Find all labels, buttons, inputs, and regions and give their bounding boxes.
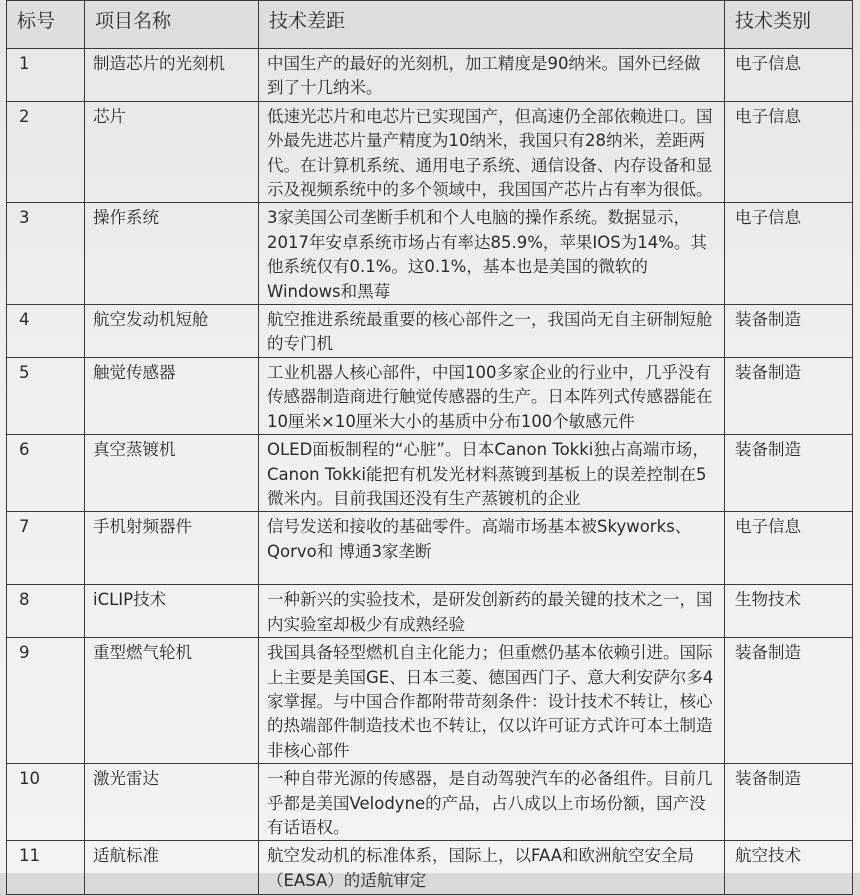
row-tech-category: 电子信息 (725, 101, 853, 203)
row-project-name: 适航标准 (85, 841, 259, 895)
table-row (7, 203, 853, 305)
row-tech-gap: 信号发送和接收的基础零件。高端市场基本被Skyworks、Qorvo和 博通3家垄断 (259, 512, 725, 585)
row-project-name: 触觉传感器 (85, 357, 259, 434)
row-tech-category: 生物技术 (725, 585, 853, 638)
row-number: 10 (7, 764, 85, 841)
header-tech-category: 技术类别 (725, 1, 853, 49)
table-row (7, 435, 853, 512)
row-project-name: 操作系统 (85, 203, 259, 305)
row-number: 3 (7, 203, 85, 305)
row-project-name: 芯片 (85, 101, 259, 203)
table-row (7, 638, 853, 764)
table-row (7, 585, 853, 638)
row-number: 9 (7, 638, 85, 764)
row-number: 5 (7, 357, 85, 434)
row-tech-category: 装备制造 (725, 435, 853, 512)
header-project-name: 项目名称 (85, 1, 259, 49)
row-number: 4 (7, 305, 85, 358)
table-row (7, 305, 853, 358)
row-tech-category: 航空技术 (725, 841, 853, 895)
row-tech-category: 装备制造 (725, 357, 853, 434)
row-tech-category: 装备制造 (725, 305, 853, 358)
row-tech-category: 装备制造 (725, 638, 853, 764)
row-number: 2 (7, 101, 85, 203)
table-row (7, 357, 853, 434)
row-project-name: 真空蒸镀机 (85, 435, 259, 512)
row-tech-category: 电子信息 (725, 49, 853, 102)
row-tech-gap: 我国具备轻型燃机自主化能力；但重燃仍基本依赖引进。国际上主要是美国GE、日本三菱、德国西门子、意大利安萨尔多4家掌握。与中国合作都附带苛刻条件：设计技术不转让，核心的热端部件制造技术也不转让，仅以许可证方式许可本土制造非核心部件 (259, 638, 725, 764)
row-number: 11 (7, 841, 85, 895)
header-tech-gap: 技术差距 (259, 1, 725, 49)
header-number: 标号 (7, 1, 85, 49)
row-tech-gap: 低速光芯片和电芯片已实现国产，但高速仍全部依赖进口。国外最先进芯片量产精度为10纳米，我国只有28纳米，差距两代。在计算机系统、通用电子系统、通信设备、内存设备和显示及视频系统中的多个领域中，我国国产芯片占有率为很低。 (259, 101, 725, 203)
row-tech-gap: 一种自带光源的传感器，是自动驾驶汽车的必备组件。目前几乎都是美国Velodyne的产品，占八成以上市场份额，国产没有话语权。 (259, 764, 725, 841)
row-project-name: 航空发动机短舱 (85, 305, 259, 358)
row-tech-category: 电子信息 (725, 512, 853, 585)
table-row (7, 49, 853, 102)
row-project-name: 制造芯片的光刻机 (85, 49, 259, 102)
row-tech-category: 装备制造 (725, 764, 853, 841)
row-project-name: 重型燃气轮机 (85, 638, 259, 764)
table-row (7, 764, 853, 841)
row-tech-gap: 一种新兴的实验技术，是研发创新药的最关键的技术之一，国内实验室却极少有成熟经验 (259, 585, 725, 638)
table-row (7, 841, 853, 895)
table-row (7, 101, 853, 203)
row-project-name: iCLIP技术 (85, 585, 259, 638)
row-tech-gap: 3家美国公司垄断手机和个人电脑的操作系统。数据显示，2017年安卓系统市场占有率达85.9%，苹果IOS为14%。其他系统仅有0.1%。这0.1%，基本也是美国的微软的Windows和黑莓 (259, 203, 725, 305)
row-tech-category: 电子信息 (725, 203, 853, 305)
row-project-name: 手机射频器件 (85, 512, 259, 585)
row-tech-gap: 航空推进系统最重要的核心部件之一，我国尚无自主研制短舱的专门机 (259, 305, 725, 358)
tech-gap-table (6, 0, 853, 895)
row-number: 1 (7, 49, 85, 102)
header-row (7, 1, 853, 49)
row-tech-gap: 航空发动机的标准体系，国际上，以FAA和欧洲航空安全局（EASA）的适航审定 (259, 841, 725, 895)
row-project-name: 激光雷达 (85, 764, 259, 841)
row-tech-gap: OLED面板制程的“心脏”。日本Canon Tokki独占高端市场，Canon Tokki能把有机发光材料蒸镀到基板上的误差控制在5微米内。目前我国还没有生产蒸镀机的企业 (259, 435, 725, 512)
table-row (7, 512, 853, 585)
row-tech-gap: 中国生产的最好的光刻机，加工精度是90纳米。国外已经做到了十几纳米。 (259, 49, 725, 102)
row-number: 6 (7, 435, 85, 512)
row-tech-gap: 工业机器人核心部件，中国100多家企业的行业中，几乎没有传感器制造商进行触觉传感器的生产。日本阵列式传感器能在10厘米×10厘米大小的基质中分布100个敏感元件 (259, 357, 725, 434)
row-number: 8 (7, 585, 85, 638)
row-number: 7 (7, 512, 85, 585)
